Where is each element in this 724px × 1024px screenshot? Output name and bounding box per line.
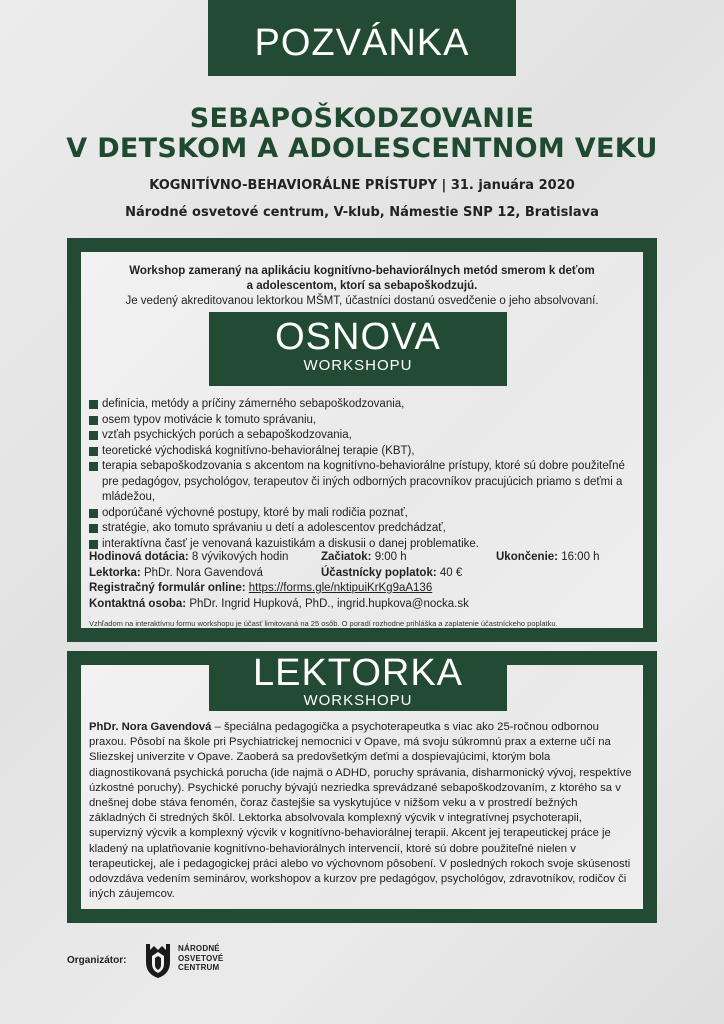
bullet-square-icon [89, 540, 98, 549]
bullet-square-icon [89, 447, 98, 456]
list-item: odporúčané výchovné postupy, ktoré by mali rodičia poznať, [89, 506, 629, 522]
list-item: definícia, metódy a príčiny zámerného sebapoškodzovania, [89, 397, 629, 413]
intro-line1: Workshop zameraný na aplikáciu kognitívno-behaviorálnych metód smerom k deťom [129, 265, 595, 277]
hours-info: Hodinová dotácia: 8 vývikových hodin [89, 551, 289, 563]
event-title-line1: SEBAPOŠKODZOVANIE [189, 103, 535, 134]
list-item: interaktívna časť je venovaná kazuistikám a diskusii o danej problematike. [89, 537, 629, 553]
end-info: Ukončenie: 16:00 h [496, 551, 600, 563]
noc-logo-icon [142, 940, 174, 980]
bullet-square-icon [89, 400, 98, 409]
invitation-banner: POZVÁNKA [208, 0, 516, 76]
lecturer-box [67, 651, 657, 923]
intro-text [81, 264, 643, 309]
intro-line3: Je vedený akreditovanou lektorkou MŠMT, účastníci dostanú osvedčenie o jeho absolvovaní. [125, 295, 599, 307]
list-item: vzťah psychických porúch a sebapoškodzovania, [89, 428, 629, 444]
lecturer-bio-text: – špeciálna pedagogička a psychoterapeutka s viac ako 25-ročnou odbornou praxou. Pôsobí na škole pri Psychiatrickej nemocnici v Opave, má svoju súkromnú prax a externe učí na Sliezskej univerzite v Opave. Zaoberá sa predovšetkým deťmi a dospievajúcimi, ktorým bola diagnostikovaná psychická porucha (ide najmä o ADHD, poruchy správania, disharmonický vývoj, respektíve úzkostné poruchy). Psychické poruchy bývajú nezriedka sprevádzané sebapoškodzovaním, z ktorého sa v dnešnej dobe stáva fenomén, čoraz častejšie sa vyskytujúce v nižšom veku a v prostredí bežných základných či stredných škôl. Lektorka absolvovala komplexný výcvik v integratívnej psychoterapii, supervizný výcvik a komplexný výcvik v kognitívno-behaviorálnej terapii. Akcent jej terapeutickej práce je kladený na uplatňovanie kognitívno-behaviorálnych intervencií, ktoré sú dobre použiteľné nielen v terapeutickej, ale i pedagogickej práci alebo vo výchovnom pôsobení. V posledných rokoch svoje skúsenosti odovzdáva vedením seminárov, workshopov a kurzov pre pedagógov, psychológov, zdravotníkov, rodičov či iných záujemcov. [89, 721, 632, 901]
lecturer-bio [89, 720, 634, 902]
bullet-square-icon [89, 416, 98, 425]
bullet-square-icon [89, 524, 98, 533]
event-info [89, 550, 629, 612]
info-row-1 [89, 550, 629, 566]
lektorka-title: LEKTORKA [252, 652, 464, 694]
lektorka-banner [209, 651, 507, 711]
osnova-title: OSNOVA [275, 316, 441, 358]
osnova-subtitle: WORKSHOPU [303, 357, 413, 374]
form-info: Registračný formulár online: https://forms.gle/nktipuiKrKg9aA136 [89, 582, 433, 594]
list-item: terapia sebapoškodzovania s akcentom na kognitívno-behaviorálne prístupy, ktoré sú dobre použiteľné pre pedagógov, psychológov, terapeutov či iných odborných pracovníkov pracujúcich priamo s deťmi a mládežou, [89, 459, 629, 506]
info-row-2 [89, 566, 629, 582]
start-info: Začiatok: 9:00 h [321, 551, 407, 563]
list-item: teoretické východiská kognitívno-behaviorálnej terapie (KBT), [89, 444, 629, 460]
outline-list [89, 397, 629, 552]
bullet-square-icon [89, 431, 98, 440]
info-row-4 [89, 597, 629, 613]
registration-form-link[interactable]: https://forms.gle/nktipuiKrKg9aA136 [248, 582, 433, 594]
lektorka-subtitle: WORKSHOPU [303, 692, 413, 709]
lecturer-info: Lektorka: PhDr. Nora Gavendová [89, 566, 263, 579]
event-subtitle: KOGNITÍVNO-BEHAVIORÁLNE PRÍSTUPY | 31. januára 2020 [149, 178, 575, 193]
event-title [0, 104, 724, 164]
list-item: osem typov motivácie k tomuto správaniu, [89, 413, 629, 429]
noc-logo-text: NÁRODNÉ OSVETOVÉ CENTRUM [178, 944, 224, 972]
fee-info: Účastnícky poplatok: 40 € [321, 566, 463, 579]
contact-info: Kontaktná osoba: PhDr. Ingrid Hupková, PhD., ingrid.hupkova@nocka.sk [89, 597, 469, 610]
participation-note: Vzhľadom na interaktívnu formu workshopu je účasť limitovaná na 25 osôb. O poradí rozhodne prihláška a zaplatenie účastníckeho poplatku. [89, 619, 558, 628]
list-item: stratégie, ako tomuto správaniu u detí a adolescentov predchádzať, [89, 521, 629, 537]
bullet-square-icon [89, 462, 98, 471]
event-venue: Národné osvetové centrum, V-klub, Námestie SNP 12, Bratislava [125, 205, 599, 220]
outline-box [67, 238, 657, 642]
event-title-line2: V DETSKOM A ADOLESCENTNOM VEKU [66, 133, 658, 164]
intro-line2: a adolescentom, ktorí sa sebapoškodzujú. [246, 280, 478, 292]
bullet-square-icon [89, 509, 98, 518]
info-row-3 [89, 581, 629, 597]
organizer-label: Organizátor: [67, 955, 127, 966]
lecturer-name: PhDr. Nora Gavendová [89, 721, 212, 733]
osnova-banner [209, 312, 507, 386]
